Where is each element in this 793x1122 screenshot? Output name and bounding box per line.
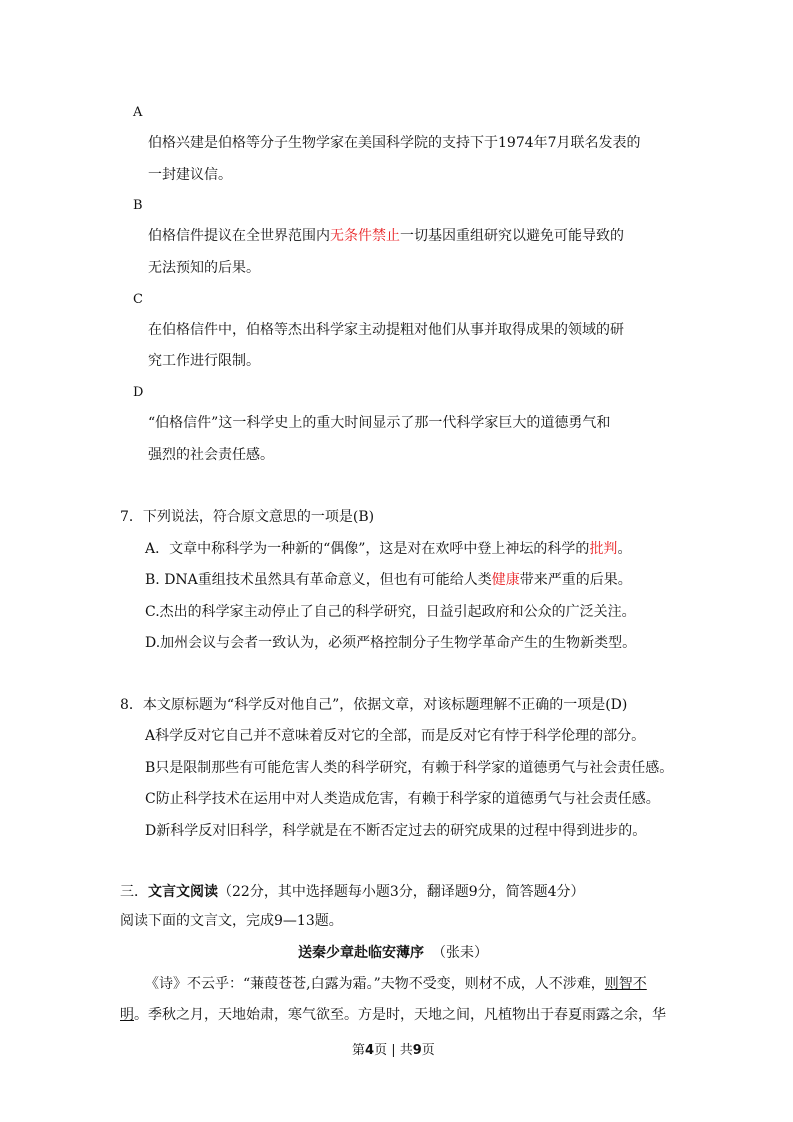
option-d-line1: “伯格信件”这一科学史上的重大时间显示了那一代科学家巨大的道德勇气和 <box>148 415 611 431</box>
question-8-option-a: A科学反对它自己并不意味着反对它的全部，而是反对它有悖于科学伦理的部分。 <box>145 728 646 744</box>
option-a-line1: 伯格兴建是伯格等分子生物学家在美国科学院的支持下于1974年7月联名发表的 <box>148 135 641 151</box>
section-title: 文言文阅读 <box>148 884 218 900</box>
question-7-stem: 7．下列说法，符合原文意思的一项是(B) <box>120 509 375 525</box>
option-d-line2: 强烈的社会责任感。 <box>148 447 274 463</box>
passage-line-2: 明。季秋之月，天地始肃，寒气欲至。方是时，天地之间，凡植物出于春夏雨露之余，华 <box>120 1007 666 1023</box>
page-footer: 第4页 | 共9页 <box>352 1043 435 1058</box>
question-7-option-a: A．文章中称科学为一种新的“偶像”，这是对在欢呼中登上神坛的科学的批判。 <box>145 541 632 557</box>
option-a-line2: 一封建议信。 <box>148 167 232 183</box>
question-8-stem: 8．本文原标题为“科学反对他自己”，依据文章，对该标题理解不正确的一项是(D) <box>120 697 628 713</box>
option-letter-a: A <box>133 105 143 120</box>
highlight-text: 批判 <box>589 541 618 557</box>
passage-title: 送秦少章赴临安薄序 <box>298 945 424 961</box>
underlined-text: 则智不 <box>604 976 647 992</box>
option-letter-d: D <box>133 385 144 400</box>
passage-line-1: 《诗》不云乎：“蒹葭苍苍,白露为霜。”夫物不受变，则材不成，人不涉难，则智不 <box>145 976 647 992</box>
option-letter-b: B <box>133 198 143 213</box>
question-8-option-d: D新科学反对旧科学，科学就是在不断否定过去的研究成果的过程中得到进步的。 <box>145 823 647 839</box>
highlight-text: 健康 <box>491 572 520 588</box>
option-c-line2: 究工作进行限制。 <box>148 353 260 369</box>
question-7-option-c: C.杰出的科学家主动停止了自己的科学研究，日益引起政府和公众的广泛关注。 <box>145 604 636 620</box>
underlined-text: 明 <box>120 1007 134 1023</box>
question-7-option-d: D.加州会议与会者一致认为，必须严格控制分子生物学革命产生的生物新类型。 <box>145 635 637 651</box>
question-8-option-b: B只是限制那些有可能危害人类的科学研究，有赖于科学家的道德勇气与社会责任感。 <box>145 760 674 776</box>
question-7-option-b: B. DNA重组技术虽然具有革命意义，但也有可能给人类健康带来严重的后果。 <box>145 572 632 588</box>
passage-author: （张耒） <box>432 945 488 961</box>
option-b-line1: 伯格信件提议在全世界范围内无条件禁止一切基因重组研究以避免可能导致的 <box>148 228 624 244</box>
question-8-option-c: C防止科学技术在运用中对人类造成危害，有赖于科学家的道德勇气与社会责任感。 <box>145 791 660 807</box>
option-letter-c: C <box>133 292 143 307</box>
option-b-line2: 无法预知的后果。 <box>148 260 260 276</box>
highlight-text: 无条件禁止 <box>330 228 400 244</box>
section-3-heading: 三．文言文阅读（22分，其中选择题每小题3分，翻译题9分，简答题4分） <box>120 884 585 900</box>
passage-title-line <box>298 944 488 962</box>
option-c-line1: 在伯格信件中，伯格等杰出科学家主动提粗对他们从事并取得成果的领域的研 <box>148 322 624 338</box>
section-3-instruction: 阅读下面的文言文，完成9—13题。 <box>120 913 343 929</box>
